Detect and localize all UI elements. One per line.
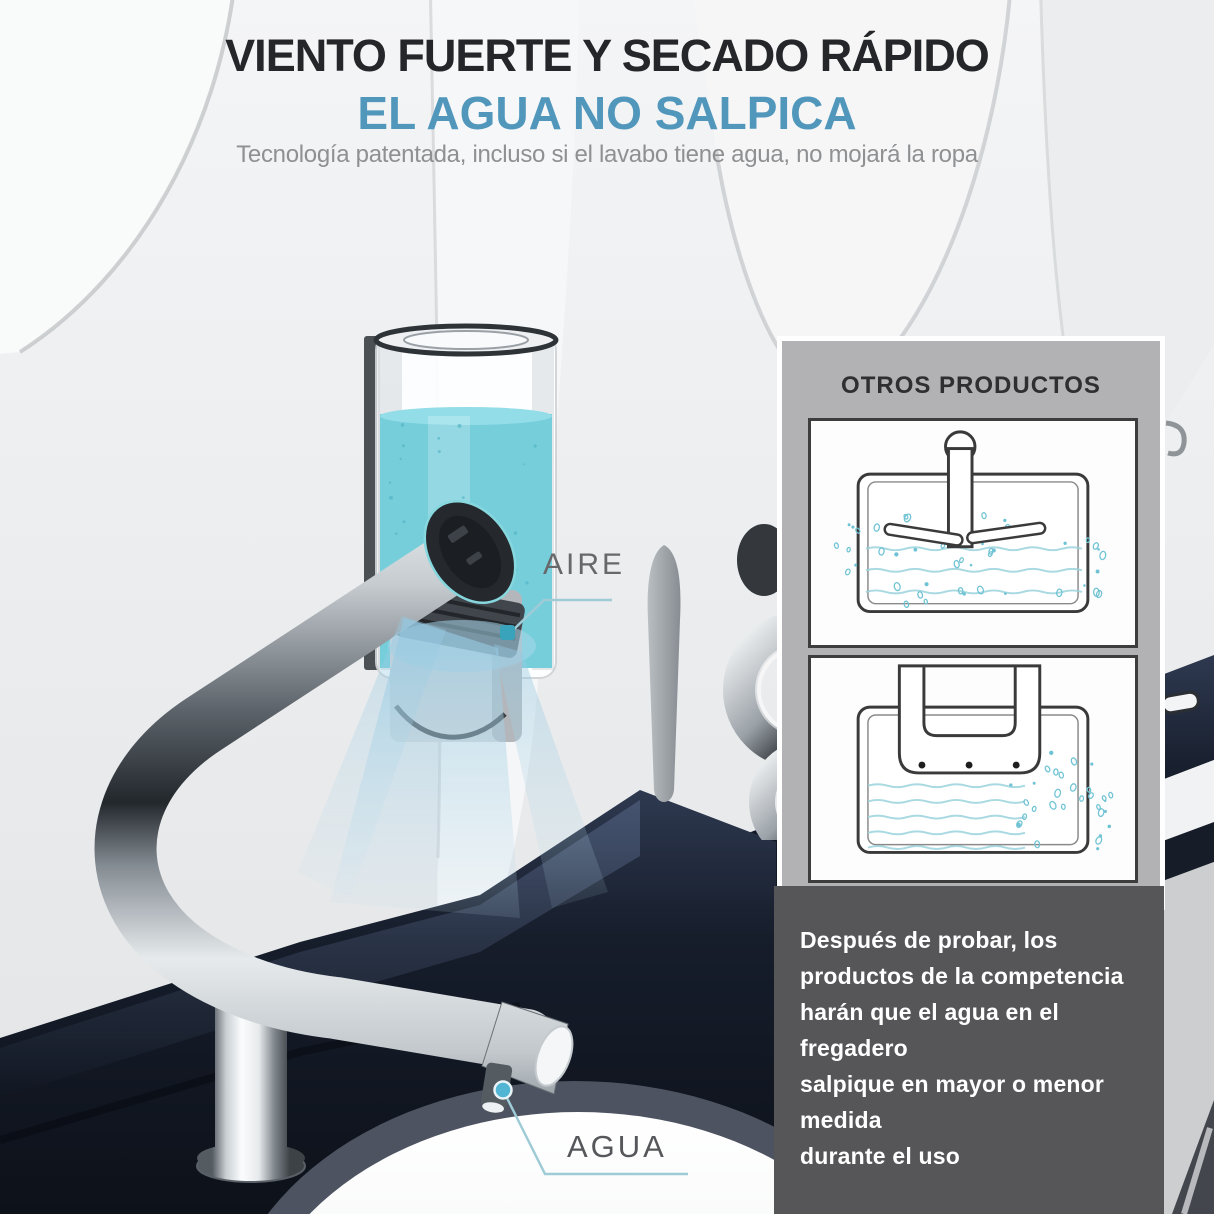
air-label: AIRE bbox=[543, 548, 626, 581]
competitor-diagram-top-faucet bbox=[808, 418, 1138, 648]
water-callout-dot bbox=[495, 1082, 512, 1099]
water-label: AGUA bbox=[567, 1129, 667, 1164]
note-line: productos de la competencia bbox=[800, 963, 1124, 989]
subheadline: EL AGUA NO SALPICA bbox=[357, 87, 857, 139]
tagline: Tecnología patentada, incluso si el lavabo tiene agua, no mojará la ropa bbox=[236, 141, 978, 168]
note-line: fregadero bbox=[800, 1035, 908, 1061]
note-line: durante el uso bbox=[800, 1143, 960, 1169]
note-line: Después de probar, los bbox=[800, 927, 1058, 953]
competitor-note bbox=[774, 886, 1164, 1214]
note-line: salpique en mayor o menor bbox=[800, 1071, 1105, 1097]
headline: VIENTO FUERTE Y SECADO RÁPIDO bbox=[225, 30, 989, 81]
panel-title: OTROS PRODUCTOS bbox=[841, 372, 1101, 399]
competitor-diagram-jet-dryer bbox=[808, 655, 1138, 883]
note-line: medida bbox=[800, 1107, 882, 1133]
note-line: harán que el agua en el bbox=[800, 999, 1059, 1025]
competitor-panel bbox=[777, 336, 1165, 910]
air-callout-dot bbox=[500, 625, 515, 640]
